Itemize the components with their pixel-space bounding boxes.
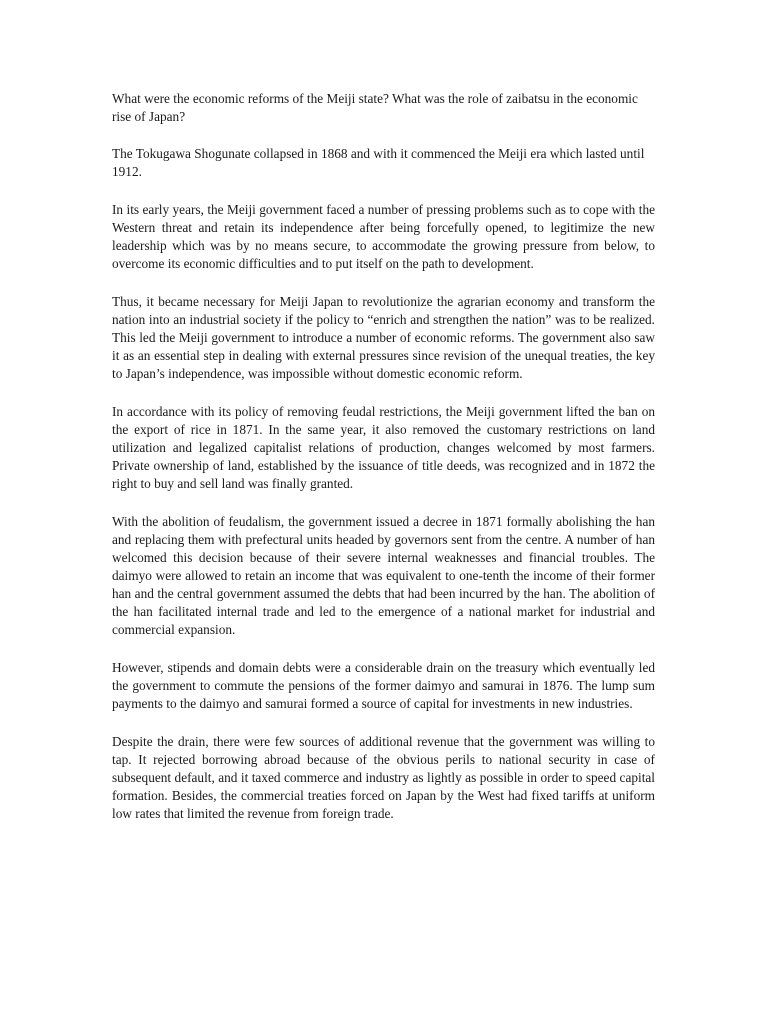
document-body <box>112 90 655 843</box>
paragraph-revenue-sources: Despite the drain, there were few sources of additional revenue that the government was willing to tap. It rejected borrowing abroad because of the obvious perils to national security in case of subsequent default, and it taxed commerce and industry as lightly as possible in order to speed capital formation. Besides, the commercial treaties forced on Japan by the West had fixed tariffs at uniform low rates that limited the revenue from foreign trade. <box>112 734 655 821</box>
paragraph-stipends-debts: However, stipends and domain debts were a considerable drain on the treasury which eventually led the government to commute the pensions of the former daimyo and samurai in 1876. The lump sum payments to the daimyo and samurai formed a source of capital for investments in new industries. <box>112 660 655 711</box>
paragraph-abolition-of-han: With the abolition of feudalism, the government issued a decree in 1871 formally abolishing the han and replacing them with prefectural units headed by governors sent from the centre. A number of han welcomed this decision because of their severe internal weaknesses and financial troubles. The daimyo were allowed to retain an income that was equivalent to one-tenth the income of their former han and the central government assumed the debts that had been incurred by the han. The abolition of the han facilitated internal trade and led to the emergence of a national market for industrial and commercial expansion. <box>112 514 655 637</box>
paragraph-early-problems: In its early years, the Meiji government faced a number of pressing problems such as to cope with the Western threat and retain its independence after being forcefully opened, to legitimize the new leadership which was by no means secure, to accommodate the growing pressure from below, to overcome its economic difficulties and to put itself on the path to development. <box>112 202 655 271</box>
paragraph-feudal-restrictions: In accordance with its policy of removing feudal restrictions, the Meiji government lifted the ban on the export of rice in 1871. In the same year, it also removed the customary restrictions on land utilization and legalized capitalist relations of production, changes welcomed by most farmers. Private ownership of land, established by the issuance of title deeds, was recognized and in 1872 the right to buy and sell land was finally granted. <box>112 404 655 491</box>
essay-question: What were the economic reforms of the Meiji state? What was the role of zaibatsu in the economic rise of Japan? <box>112 91 638 124</box>
paragraph-agrarian-revolution: Thus, it became necessary for Meiji Japan to revolutionize the agrarian economy and transform the nation into an industrial society if the policy to “enrich and strengthen the nation” was to be realized. This led the Meiji government to introduce a number of economic reforms. The government also saw it as an essential step in dealing with external pressures since revision of the unequal treaties, the key to Japan’s independence, was impossible without domestic economic reform. <box>112 294 655 381</box>
paragraph-tokugawa-collapse: The Tokugawa Shogunate collapsed in 1868 and with it commenced the Meiji era which lasted until 1912. <box>112 146 645 179</box>
